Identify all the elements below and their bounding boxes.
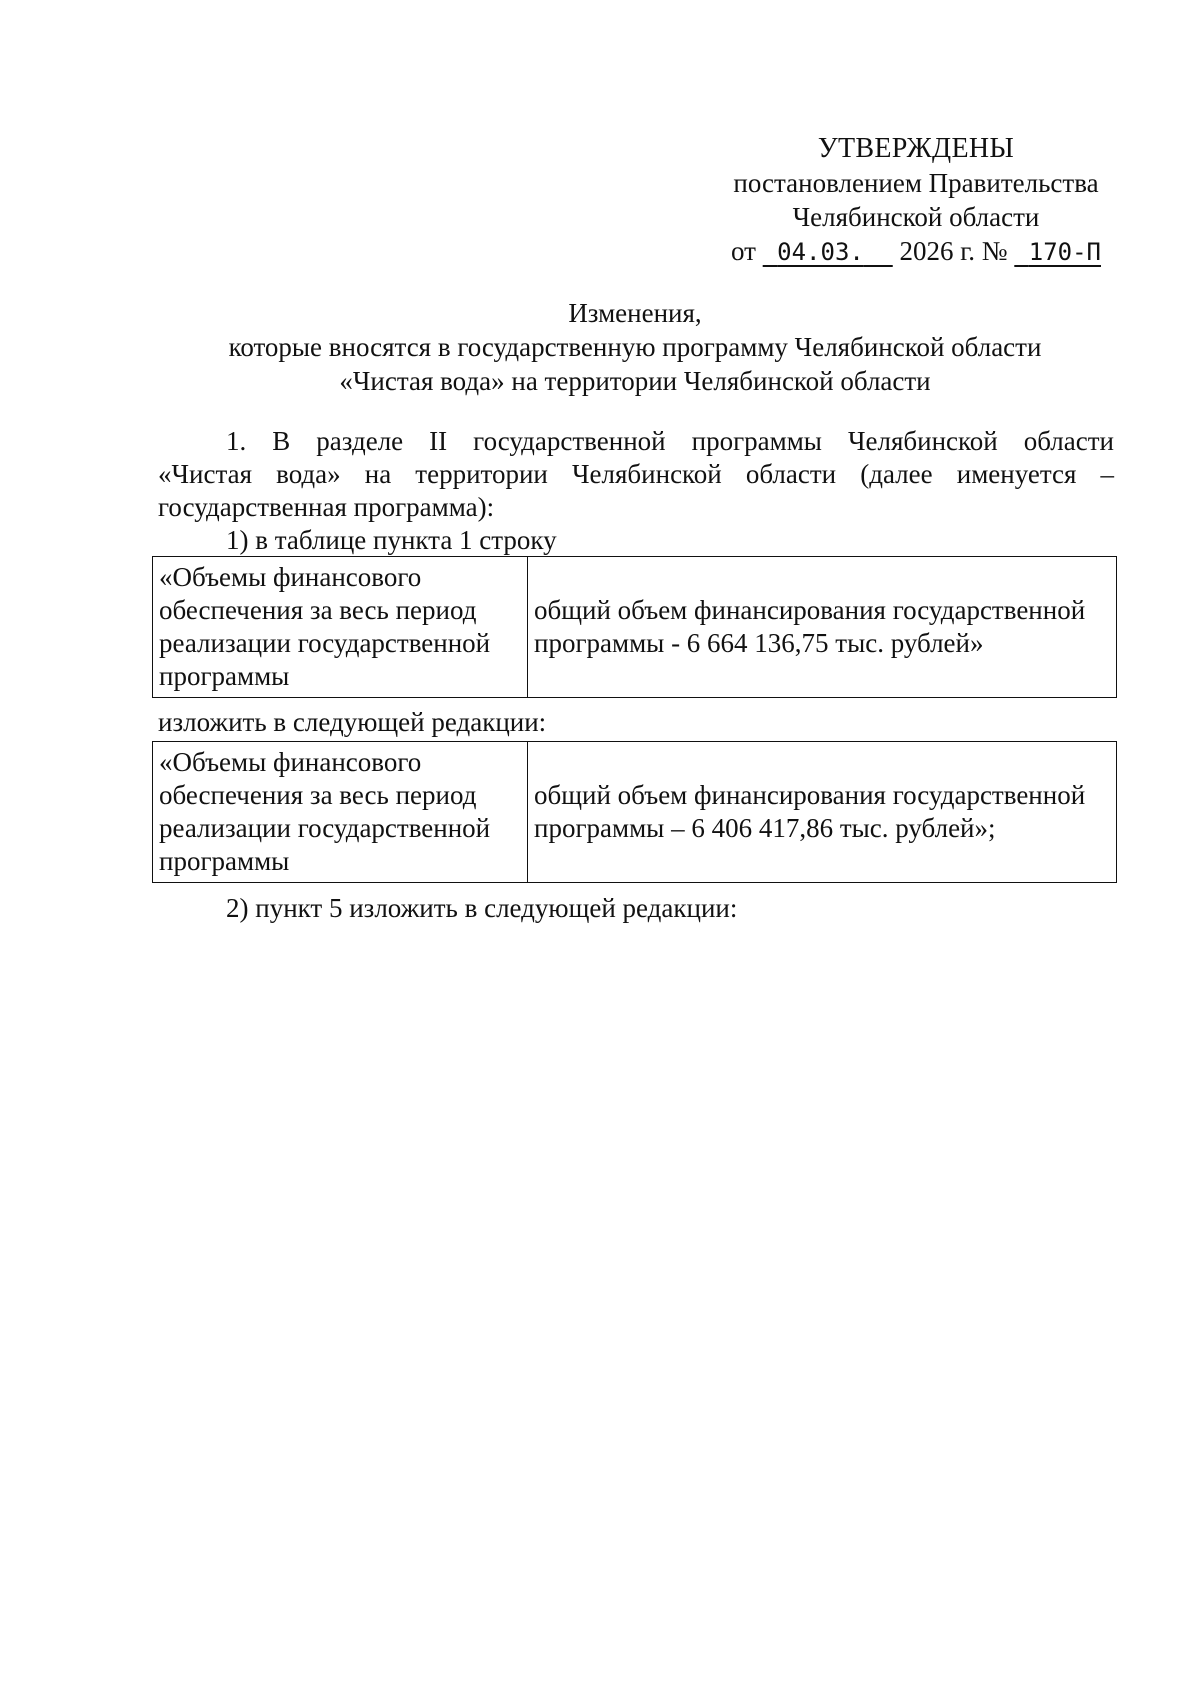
paragraph-1-line-1: 1. В разделе II государственной программы Челябинской области <box>226 426 1114 456</box>
paragraph-1-line-3: государственная программа): <box>158 492 495 522</box>
document-heading <box>150 296 1120 398</box>
approval-stamp <box>726 132 1106 269</box>
approval-date-line <box>726 234 1106 269</box>
subitem-2: 2) пункт 5 изложить в следующей редакции: <box>226 893 738 923</box>
approval-line-1: постановлением Правительства <box>733 168 1099 198</box>
approval-title: УТВЕРЖДЕНЫ <box>817 133 1015 164</box>
table-row <box>153 742 1117 883</box>
table-new-row <box>152 741 1117 883</box>
table-old-label-cell: «Объемы финансового обеспечения за весь период реализации государственной программы <box>153 557 528 698</box>
new-edition-intro: изложить в следующей редакции: <box>158 707 547 737</box>
subitem-1: 1) в таблице пункта 1 строку <box>226 525 557 555</box>
date-prefix: от <box>730 236 756 266</box>
table-new-label-cell: «Объемы финансового обеспечения за весь период реализации государственной программы <box>153 742 528 883</box>
table-old-row <box>152 556 1117 698</box>
table-new-value-cell: общий объем финансирования государственной программы – 6 406 417,86 тыс. рублей»; <box>528 742 1117 883</box>
heading-line-3: «Чистая вода» на территории Челябинской области <box>339 366 931 396</box>
paragraph-1 <box>158 425 1114 524</box>
heading-line-1: Изменения, <box>568 298 702 328</box>
approval-year: 2026 г. № <box>899 236 1008 266</box>
heading-line-2: которые вносятся в государственную программу Челябинской области <box>228 332 1042 362</box>
paragraph-1-line-2: «Чистая вода» на территории Челябинской области (далее именуется – <box>158 459 1114 489</box>
table-old-value-cell: общий объем финансирования государственной программы - 6 664 136,75 тыс. рублей» <box>528 557 1117 698</box>
table-row <box>153 557 1117 698</box>
approval-line-2: Челябинской области <box>792 202 1040 232</box>
approval-date: 04.03. <box>777 238 864 266</box>
approval-number: 170-П <box>1028 238 1101 266</box>
